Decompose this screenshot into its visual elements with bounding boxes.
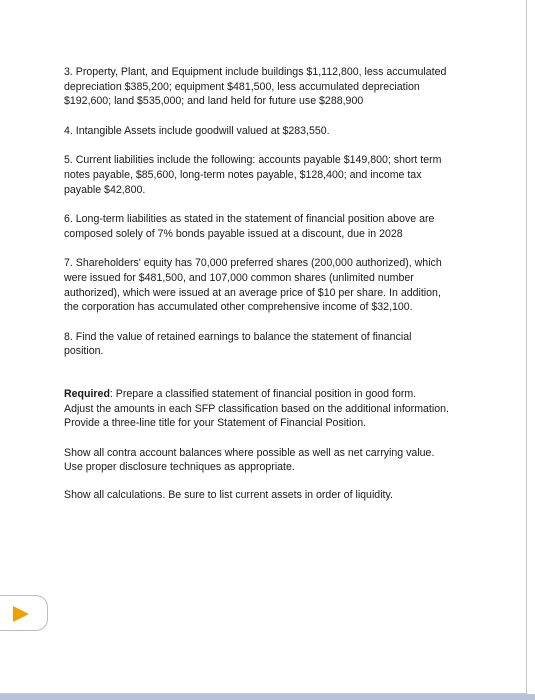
play-button[interactable]: [0, 595, 48, 631]
item-4-intangibles: 4. Intangible Assets include goodwill valued at $283,550.: [64, 124, 330, 137]
item-8-retained-earnings: 8. Find the value of retained earnings to balance the statement of financial position.: [64, 330, 412, 358]
item-5-current-liabilities: 5. Current liabilities include the following: accounts payable $149,800; short term notes payable, $85,600, long-term notes payable, $128,400; and income tax payable $42,800.: [64, 154, 442, 196]
bottom-scroll-bar: [0, 694, 535, 700]
calculation-instructions: Show all calculations. Be sure to list current assets in order of liquidity.: [64, 488, 393, 501]
play-triangle-icon: [11, 605, 31, 623]
contra-instructions: Show all contra account balances where possible as well as net carrying value. Use proper disclosure techniques as appropriate.: [64, 446, 435, 474]
required-label: Required: [64, 387, 110, 400]
document-content: [64, 65, 484, 502]
required-text: : Prepare a classified statement of financial position in good form. Adjust the amounts in each SFP classification based on the additional information. Provide a three-line title for your Statement of Financial Position.: [64, 387, 449, 430]
required-paragraph: [64, 387, 484, 431]
item-7-shareholders-equity: 7. Shareholders' equity has 70,000 preferred shares (200,000 authorized), which were issued for $481,500, and 107,000 common shares (unlimited number authorized), which were issued at an average price of $10 per share. In addition, the corporation has accumulated other comprehensive income of $32,100.: [64, 257, 442, 314]
item-3-ppe: 3. Property, Plant, and Equipment include buildings $1,112,800, less accumulated depreciation $385,200; equipment $481,500, less accumulated depreciation $192,600; land $535,000; and land held for future use $288,900: [64, 66, 447, 108]
item-6-long-term-liabilities: 6. Long-term liabilities as stated in the statement of financial position above are composed solely of 7% bonds payable issued at a discount, due in 2028: [64, 213, 435, 240]
